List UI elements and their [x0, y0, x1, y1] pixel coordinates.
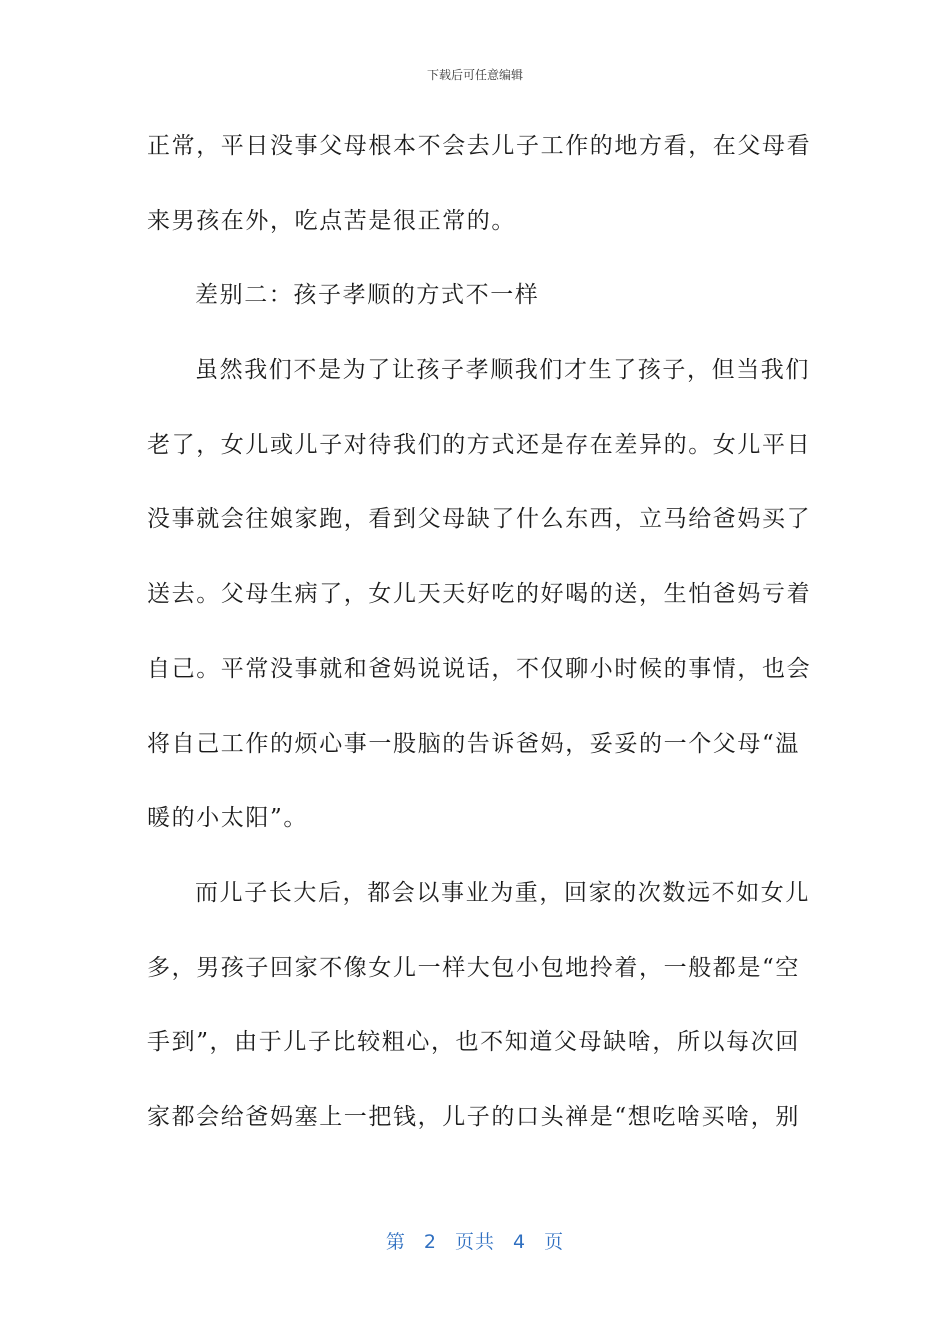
document-body: [147, 128, 812, 1174]
page-label-suffix: 页: [544, 1231, 565, 1253]
text-line: 老了，女儿或儿子对待我们的方式还是存在差异的。女儿平日: [147, 431, 812, 458]
page-label-prefix: 第: [385, 1231, 406, 1253]
page-label-middle: 页共: [454, 1231, 495, 1253]
text-line: 送去。父母生病了，女儿天天好吃的好喝的送，生怕爸妈亏着: [147, 581, 812, 608]
text-line: 手到”，由于儿子比较粗心，也不知道父母缺啥，所以每次回: [147, 1029, 800, 1056]
text-line: 暖的小太阳”。: [147, 805, 308, 832]
text-line: 而儿子长大后，都会以事业为重，回家的次数远不如女儿: [195, 879, 810, 906]
total-page-number: 4: [513, 1231, 527, 1253]
text-line: 多，男孩子回家不像女儿一样大包小包地拎着，一般都是“空: [147, 954, 800, 981]
current-page-number: 2: [423, 1231, 437, 1253]
text-line: 没事就会往娘家跑，看到父母缺了什么东西，立马给爸妈买了: [147, 506, 812, 533]
page-footer: [0, 1227, 950, 1254]
header-text: 下载后可任意编辑: [426, 68, 523, 82]
page-header: [0, 66, 950, 83]
text-line: 自己。平常没事就和爸妈说说话，不仅聊小时候的事情，也会: [147, 655, 812, 682]
text-line: 正常，平日没事父母根本不会去儿子工作的地方看，在父母看: [147, 133, 812, 159]
section-heading: 差别二：孩子孝顺的方式不一样: [195, 282, 540, 309]
text-line: 来男孩在外，吃点苦是很正常的。: [147, 207, 516, 234]
text-line: 虽然我们不是为了让孩子孝顺我们才生了孩子，但当我们: [195, 357, 810, 384]
text-line: 家都会给爸妈塞上一把钱，儿子的口头禅是“想吃啥买啥，别: [147, 1103, 800, 1130]
text-line: 将自己工作的烦心事一股脑的告诉爸妈，妥妥的一个父母“温: [147, 730, 800, 757]
